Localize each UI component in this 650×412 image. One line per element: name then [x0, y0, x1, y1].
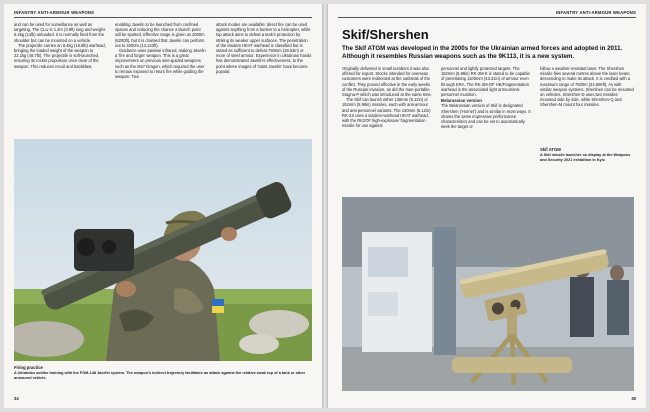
paragraph: and can be used for surveillance as well as targeting. The CLU is 1.2m (3.9ft) long and weighs 6.4kg (14lb) unloaded. It is normally fired from the shoulder but can be mounted on a vehicle. [14, 22, 106, 43]
article-title: Skif/Shershen [342, 27, 429, 42]
photo-caption: A Skif missile launcher on display at the Weapons and Security 2021 exhibition in Kyiv. [540, 153, 631, 162]
left-column-3 [216, 22, 312, 74]
paragraph: attack modes are available; direct fire can be used against anything from a bunker to a helicopter, while top attack aims to defeat a tank's protection by striking its weaker upper surfaces. The penetration of the tandem HEAT warhead is classified but is stated as sufficient to defeat 750mm (29.53in) or more of steel armour. Experience in Ukrainian hands has demonstrated Javelin's effectiveness, to the point where images of 'Saint Javelin' have become popular. [216, 22, 312, 74]
page-number: 35 [631, 396, 636, 401]
section-heading: Belarussian version [441, 98, 482, 104]
paragraph: Originally delivered in small numbers it was also offered for export. Stocks intended for overseas customers were redirected at the outbreak of the conflict. They proved effective in the early weeks of the Russian invasion, as did the man-portable Stugna-P which was introduced at the same time. [342, 66, 432, 98]
standfirst: The Skif ATGM was developed in the 2000s for the Ukrainian armed forces and adopted in 2011. Although it resembles Russian weapons such as the 9K113, it is a new system. [342, 45, 623, 60]
paragraph: enabling Javelin to be launched from confined spaces and reducing the chance a launch point will be spotted. Effective range is given as 2000m (6200ft), but it is claimed that Javelin can perform out to 4000m (13,123ft). [115, 22, 205, 48]
caption-title: Skif ATGM [540, 147, 561, 152]
paragraph: personnel and lightly protected targets. The 152mm (5.98in) RK-2M-K is stated to be capable of penetrating 1100mm (43.31in) of armour even through ERA. The RK-2M-OF HE/Fragmentation warhead is the associated light armour/anti-personnel munition. [441, 66, 530, 98]
running-head-right: INFANTRY ANTI-ARMOUR WEAPONS [555, 10, 636, 15]
running-head-left: INFANTRY ANTI-ARMOUR WEAPONS [14, 10, 95, 15]
left-column-1 [14, 22, 106, 69]
right-column-1 [342, 66, 432, 128]
caption-title: Firing practice [14, 365, 43, 370]
paragraph: The projectile carries an 8.4kg (18.5lb) warhead, bringing the loaded weight of the weapon to 22.1kg (48.7lb). The projectile is soft-launched, ensuring its rocket propulsion once clear of the weapon. This reduces recoil and backblast, [14, 42, 106, 69]
paragraph: The Skif can launch either 130mm (5.12in) or 152mm (5.98in) missiles, each with anti-armour and anti-personnel variants. The 130mm (5.12in) RK-2S uses a tandem-warhead HEAT warhead, with the RK2OF high-explosive/ fragmentation missile for use against [342, 97, 431, 129]
right-page [328, 4, 646, 408]
header-rule-left [14, 17, 312, 18]
right-column-2 [441, 66, 531, 129]
paragraph: follow a weather-resistant laser. The Shershen missile flies several metres above the laser beam, descending to make its attack. It is credited with a maximum range of 7500m (24,606ft). As with similar weapon systems, Shershen can be mounted on vehicles. Shershen-D uses two missiles mounted side by side, while Shershen-Q and Shershen-M mount four missiles. [540, 66, 634, 108]
photo-caption: A Ukrainian soldier training with the FGM-148 Javelin system. The weapon's indirect trajectory facilitates an attack against the relative weak top of a tank or other armoured vehicle. [14, 371, 306, 380]
paragraph: Guidance uses passive infrared, making Javelin a 'fire and forget' weapon. This is a great improvement on previous wire-guided weapons such as the M47 Dragon, which required the user to remain exposed to return fire while guiding the weapon. Two [115, 48, 206, 80]
page-number: 34 [14, 396, 19, 401]
left-page [4, 4, 322, 408]
soldier-javelin-photo [14, 139, 312, 361]
right-column-3 [540, 66, 634, 108]
paragraph: The Belarussian version of Skif is designated Shershen ('Hornet') and is similar in most ways. It shares the same impressive performance characteristics and can be set to automatically seek the target or [441, 103, 531, 130]
left-column-2 [115, 22, 207, 79]
header-rule-right [338, 17, 636, 18]
skif-launcher-photo [342, 197, 634, 391]
